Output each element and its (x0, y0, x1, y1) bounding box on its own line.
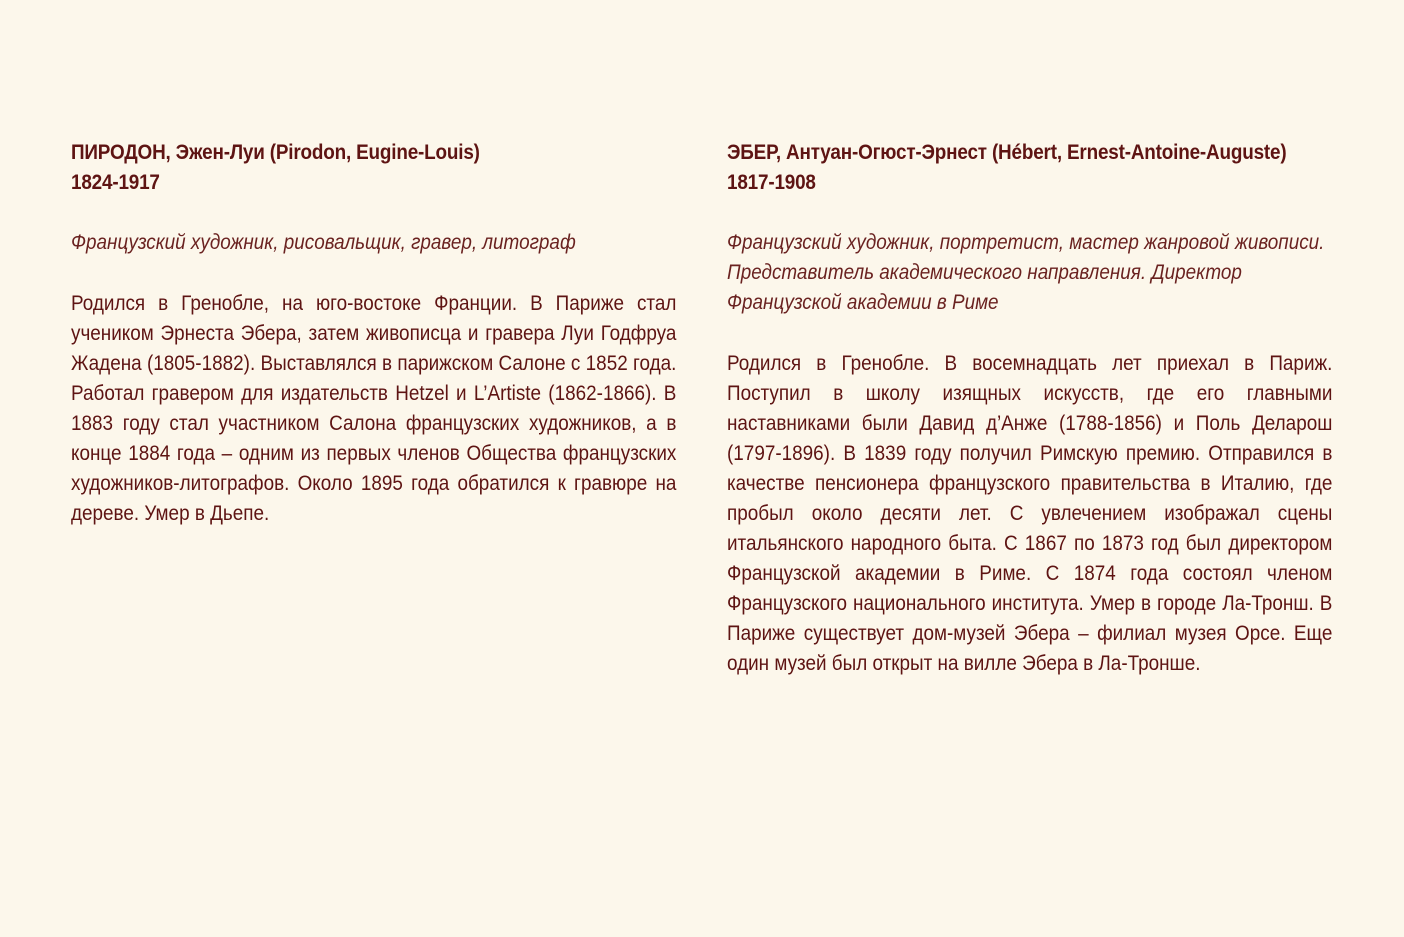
artist-description: Французский художник, портретист, мастер жанровой живописи. Представитель академического направления. Директор Французской академии в Риме (727, 231, 1325, 314)
entry-hebert (727, 138, 1333, 679)
entry-heading (71, 138, 676, 198)
artist-years: 1824-1917 (71, 171, 160, 194)
artist-biography: Родился в Гренобле. В восемнадцать лет приехал в Париж. Поступил в школу изящных искусств, где его главными наставниками были Давид д’Анже (1788-1856) и Поль Деларош (1797-1896). В 1839 году получил Римскую премию. Отправился в качестве пенсионера французского правительства в Италию, где пробыл около десяти лет. С увлечением изображал сцены итальянского народного быта. С 1867 по 1873 год был директором Французской академии в Риме. С 1874 года состоял членом Французского национального института. Умер в городе Ла-Тронш. В Париже существует дом-музей Эбера – филиал музея Орсе. Еще один музей был открыт на вилле Эбера в Ла-Тронше. (727, 352, 1333, 675)
artist-biography: Родился в Гренобле, на юго-востоке Франции. В Париже стал учеником Эрнеста Эбера, затем живописца и гравера Луи Годфруа Жадена (1805-1882). Выставлялся в парижском Салоне с 1852 года. Работал гравером для издательств Hetzel и L’Artiste (1862-1866). В 1883 году стал участником Салона французских художников, а в конце 1884 года – одним из первых членов Общества французских художников-литографов. Около 1895 года обратился к гравюре на дереве. Умер в Дьепе. (71, 292, 677, 525)
artist-name: ПИРОДОН, Эжен-Луи (Pirodon, Eugine-Louis) (71, 141, 480, 164)
entry-pirodon (71, 138, 677, 529)
artist-name: ЭБЕР, Антуан-Огюст-Эрнест (Hébert, Ernest-Antoine-Auguste) (727, 141, 1287, 164)
artist-description: Французский художник, рисовальщик, гравер, литограф (71, 231, 576, 254)
entry-heading (727, 138, 1332, 198)
artist-years: 1817-1908 (727, 171, 816, 194)
